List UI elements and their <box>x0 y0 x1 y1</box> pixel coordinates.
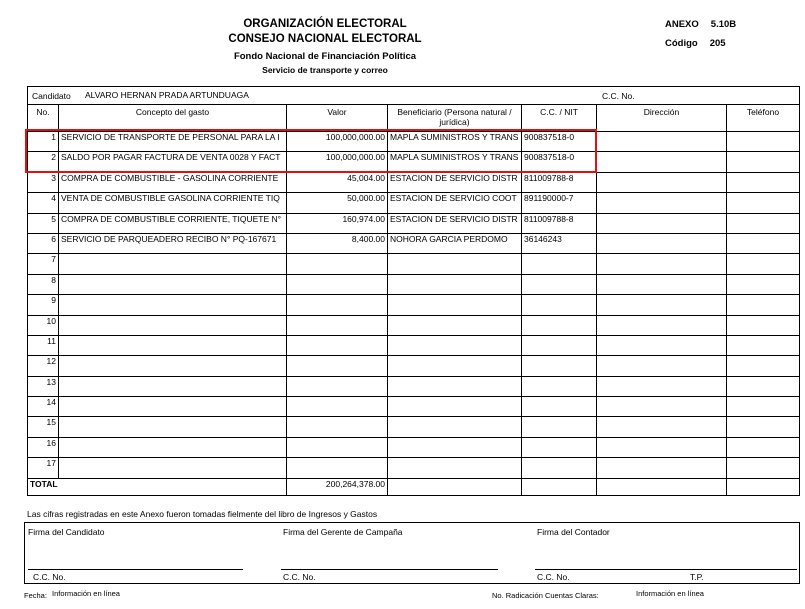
row-telefono <box>727 233 800 253</box>
row-nit <box>522 437 597 457</box>
total-cell <box>727 478 800 495</box>
row-valor <box>287 315 388 335</box>
signature-line <box>281 569 498 570</box>
row-no: 4 <box>28 193 59 213</box>
row-telefono <box>727 458 800 478</box>
row-nit <box>522 274 597 294</box>
candidate-box <box>27 86 800 104</box>
row-valor: 45,004.00 <box>287 172 388 192</box>
row-valor <box>287 356 388 376</box>
table-row <box>28 397 800 417</box>
row-valor: 160,974.00 <box>287 213 388 233</box>
row-concepto <box>59 397 287 417</box>
row-beneficiario <box>388 315 522 335</box>
council-title: CONSEJO NACIONAL ELECTORAL <box>228 33 422 45</box>
table-row <box>28 213 800 233</box>
row-beneficiario <box>388 295 522 315</box>
signature-line <box>28 569 243 570</box>
candidate-cc-label: C.C. No. <box>602 91 635 101</box>
row-beneficiario: MAPLA SUMINISTROS Y TRANS <box>388 132 522 152</box>
signature-box <box>24 522 800 584</box>
row-concepto <box>59 274 287 294</box>
row-no: 6 <box>28 233 59 253</box>
row-nit <box>522 356 597 376</box>
col-header-direccion: Dirección <box>597 105 727 132</box>
anexo <box>665 19 736 30</box>
row-no: 1 <box>28 132 59 152</box>
candidate-name: ALVARO HERNAN PRADA ARTUNDUAGA <box>85 90 249 100</box>
row-no: 5 <box>28 213 59 233</box>
row-concepto: COMPRA DE COMBUSTIBLE CORRIENTE, TIQUETE N° <box>59 213 287 233</box>
highlight-box <box>25 129 597 173</box>
row-nit: 900837518-0 <box>522 132 597 152</box>
col-header-beneficiario: Beneficiario (Persona natural / jurídica) <box>388 105 522 132</box>
col-header-nit: C.C. / NIT <box>522 105 597 132</box>
row-no: 7 <box>28 254 59 274</box>
row-nit <box>522 335 597 355</box>
org-title: ORGANIZACIÓN ELECTORAL <box>243 18 407 30</box>
row-valor <box>287 397 388 417</box>
row-concepto: VENTA DE COMBUSTIBLE GASOLINA CORRIENTE TIQ <box>59 193 287 213</box>
row-telefono <box>727 213 800 233</box>
row-nit: 900837518-0 <box>522 152 597 172</box>
table-row <box>28 193 800 213</box>
table-row <box>28 356 800 376</box>
codigo <box>665 38 726 49</box>
table-row <box>28 233 800 253</box>
row-valor <box>287 458 388 478</box>
row-concepto <box>59 417 287 437</box>
cc-contador: C.C. No. <box>537 572 570 582</box>
row-beneficiario: ESTACION DE SERVICIO DISTR <box>388 213 522 233</box>
total-cell <box>388 478 522 495</box>
row-direccion <box>597 152 727 172</box>
row-valor: 50,000.00 <box>287 193 388 213</box>
total-row <box>28 478 800 495</box>
row-beneficiario <box>388 417 522 437</box>
row-concepto <box>59 458 287 478</box>
row-direccion <box>597 172 727 192</box>
total-value: 200,264,378.00 <box>287 478 388 495</box>
row-valor <box>287 376 388 396</box>
row-no: 10 <box>28 315 59 335</box>
row-concepto <box>59 295 287 315</box>
table-row <box>28 274 800 294</box>
row-direccion <box>597 132 727 152</box>
row-telefono <box>727 356 800 376</box>
row-nit <box>522 254 597 274</box>
row-beneficiario <box>388 254 522 274</box>
row-telefono <box>727 193 800 213</box>
row-telefono <box>727 417 800 437</box>
row-valor: 100,000,000.00 <box>287 132 388 152</box>
row-direccion <box>597 233 727 253</box>
row-concepto <box>59 254 287 274</box>
row-beneficiario: ESTACION DE SERVICIO COOT <box>388 193 522 213</box>
row-beneficiario <box>388 458 522 478</box>
row-telefono <box>727 132 800 152</box>
row-beneficiario <box>388 397 522 417</box>
tp-contador: T.P. <box>690 572 704 582</box>
row-direccion <box>597 356 727 376</box>
row-no: 11 <box>28 335 59 355</box>
row-beneficiario: MAPLA SUMINISTROS Y TRANS <box>388 152 522 172</box>
col-header-valor: Valor <box>287 105 388 132</box>
row-nit <box>522 397 597 417</box>
row-nit <box>522 376 597 396</box>
row-direccion <box>597 335 727 355</box>
table-row <box>28 417 800 437</box>
row-valor <box>287 254 388 274</box>
row-concepto: SERVICIO DE TRANSPORTE DE PERSONAL PARA LA I <box>59 132 287 152</box>
row-no: 9 <box>28 295 59 315</box>
row-direccion <box>597 193 727 213</box>
row-concepto <box>59 356 287 376</box>
table-header-row <box>28 105 800 132</box>
row-nit: 891190000-7 <box>522 193 597 213</box>
row-telefono <box>727 335 800 355</box>
row-valor <box>287 437 388 457</box>
row-valor: 8,400.00 <box>287 233 388 253</box>
firma-contador-label: Firma del Contador <box>537 527 610 537</box>
row-direccion <box>597 458 727 478</box>
row-direccion <box>597 295 727 315</box>
row-telefono <box>727 172 800 192</box>
table-row <box>28 458 800 478</box>
row-telefono <box>727 254 800 274</box>
row-concepto <box>59 376 287 396</box>
row-beneficiario <box>388 376 522 396</box>
row-nit <box>522 295 597 315</box>
row-telefono <box>727 397 800 417</box>
fecha-value: Información en línea <box>52 589 120 598</box>
anexo-label: ANEXO <box>665 19 699 30</box>
total-label: TOTAL <box>28 478 287 495</box>
row-valor: 100,000,000.00 <box>287 152 388 172</box>
row-direccion <box>597 213 727 233</box>
row-beneficiario: NOHORA GARCIA PERDOMO <box>388 233 522 253</box>
row-no: 2 <box>28 152 59 172</box>
row-no: 14 <box>28 397 59 417</box>
total-cell <box>522 478 597 495</box>
row-beneficiario <box>388 437 522 457</box>
anexo-value: 5.10B <box>710 19 737 30</box>
cc-candidato: C.C. No. <box>33 572 66 582</box>
table-row <box>28 376 800 396</box>
row-no: 8 <box>28 274 59 294</box>
table-row <box>28 295 800 315</box>
row-concepto <box>59 315 287 335</box>
row-direccion <box>597 417 727 437</box>
row-telefono <box>727 376 800 396</box>
radicacion-value: Información en línea <box>636 589 704 598</box>
row-concepto <box>59 335 287 355</box>
row-valor <box>287 417 388 437</box>
row-no: 15 <box>28 417 59 437</box>
row-concepto: COMPRA DE COMBUSTIBLE - GASOLINA CORRIENTE <box>59 172 287 192</box>
row-telefono <box>727 152 800 172</box>
row-nit: 36146243 <box>522 233 597 253</box>
candidate-label: Candidato <box>32 91 71 101</box>
row-direccion <box>597 376 727 396</box>
row-no: 16 <box>28 437 59 457</box>
row-nit <box>522 458 597 478</box>
row-no: 13 <box>28 376 59 396</box>
row-concepto: SALDO POR PAGAR FACTURA DE VENTA 0028 Y FACT <box>59 152 287 172</box>
col-header-concepto: Concepto del gasto <box>59 105 287 132</box>
row-telefono <box>727 315 800 335</box>
row-concepto: SERVICIO DE PARQUEADERO RECIBO N° PQ-167671 <box>59 233 287 253</box>
row-direccion <box>597 437 727 457</box>
radicacion-label: No. Radicación Cuentas Claras: <box>492 591 599 600</box>
row-beneficiario <box>388 356 522 376</box>
row-telefono <box>727 274 800 294</box>
row-nit <box>522 315 597 335</box>
fecha-label: Fecha: <box>24 591 47 600</box>
total-cell <box>597 478 727 495</box>
row-nit: 811009788-8 <box>522 172 597 192</box>
table-row <box>28 335 800 355</box>
table-row <box>28 437 800 457</box>
signature-line <box>535 569 797 570</box>
row-valor <box>287 335 388 355</box>
row-valor <box>287 274 388 294</box>
row-direccion <box>597 274 727 294</box>
cifras-note: Las cifras registradas en este Anexo fueron tomadas fielmente del libro de Ingresos y Gastos <box>27 509 378 519</box>
firma-candidato-label: Firma del Candidato <box>28 527 105 537</box>
col-header-telefono: Teléfono <box>727 105 800 132</box>
row-direccion <box>597 397 727 417</box>
table-row <box>28 172 800 192</box>
table-row <box>28 315 800 335</box>
row-no: 17 <box>28 458 59 478</box>
codigo-value: 205 <box>709 38 726 49</box>
codigo-label: Código <box>665 38 698 49</box>
row-no: 3 <box>28 172 59 192</box>
form-subtitle: Servicio de transporte y correo <box>262 65 388 75</box>
table-row <box>28 254 800 274</box>
row-telefono <box>727 295 800 315</box>
row-direccion <box>597 315 727 335</box>
row-beneficiario <box>388 335 522 355</box>
row-nit <box>522 417 597 437</box>
row-nit: 811009788-8 <box>522 213 597 233</box>
col-header-no: No. <box>28 105 59 132</box>
fund-title: Fondo Nacional de Financiación Política <box>233 51 417 62</box>
row-valor <box>287 295 388 315</box>
cc-gerente: C.C. No. <box>283 572 316 582</box>
firma-gerente-label: Firma del Gerente de Campaña <box>283 527 403 537</box>
row-telefono <box>727 437 800 457</box>
row-no: 12 <box>28 356 59 376</box>
row-beneficiario: ESTACION DE SERVICIO DISTR <box>388 172 522 192</box>
row-concepto <box>59 437 287 457</box>
row-direccion <box>597 254 727 274</box>
row-beneficiario <box>388 274 522 294</box>
